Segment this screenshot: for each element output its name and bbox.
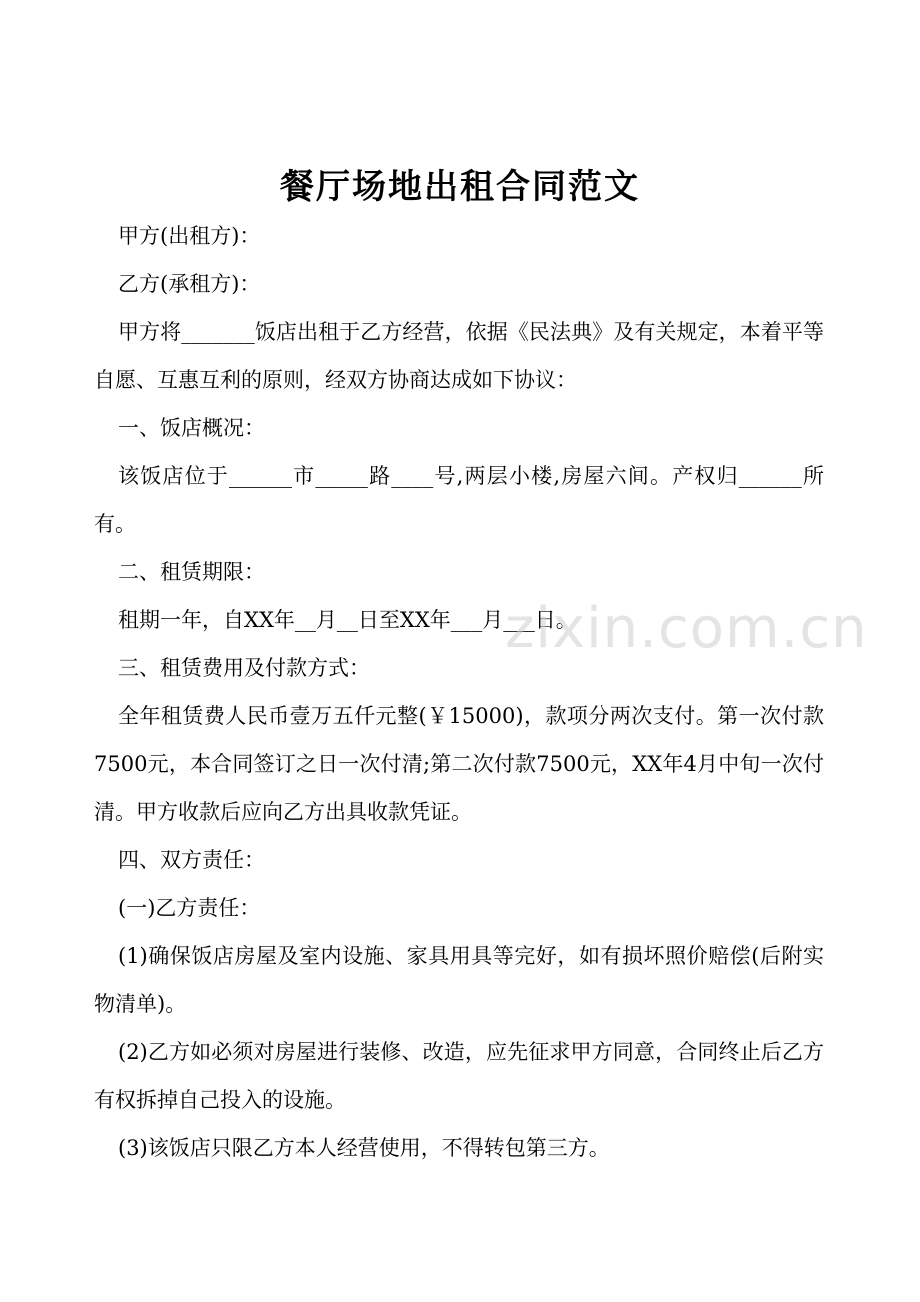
section-heading-term: 二、租赁期限： <box>118 560 265 584</box>
clause-1-paragraph: (1)确保饭店房屋及室内设施、家具用具等完好，如有损坏照价赔偿(后附实物清单)。 <box>94 944 824 1016</box>
term-paragraph: 租期一年，自XX年__月__日至XX年___月___日。 <box>118 608 577 632</box>
party-b-line: 乙方(承租方)： <box>118 272 261 296</box>
document-body <box>94 212 824 1172</box>
clause-2-paragraph: (2)乙方如必须对房屋进行装修、改造，应先征求甲方同意，合同终止后乙方有权拆掉自己投入的设施。 <box>94 1040 824 1112</box>
section-heading-fees: 三、租赁费用及付款方式： <box>118 656 370 680</box>
clause-3-paragraph: (3)该饭店只限乙方本人经营使用，不得转包第三方。 <box>118 1136 610 1160</box>
section-heading-responsibilities: 四、双方责任： <box>118 848 265 872</box>
fees-paragraph: 全年租赁费人民币壹万五仟元整(￥15000)，款项分两次支付。第一次付款7500元，本合同签订之日一次付清;第二次付款7500元，XX年4月中旬一次付清。甲方收款后应向乙方出具收款凭证。 <box>94 704 824 824</box>
subsection-heading-party-b: (一)乙方责任： <box>118 896 261 920</box>
watermark-text: zixin.com.cn <box>505 596 868 661</box>
party-a-line: 甲方(出租方)： <box>118 224 261 248</box>
document-title: 餐厅场地出租合同范文 <box>280 167 640 207</box>
section-heading-overview: 一、饭店概况： <box>118 416 265 440</box>
overview-paragraph: 该饭店位于______市_____路____号,两层小楼,房屋六间。产权归______所有。 <box>94 464 824 536</box>
preamble-paragraph: 甲方将_______饭店出租于乙方经营，依据《民法典》及有关规定，本着平等自愿、互惠互利的原则，经双方协商达成如下协议： <box>94 320 824 392</box>
